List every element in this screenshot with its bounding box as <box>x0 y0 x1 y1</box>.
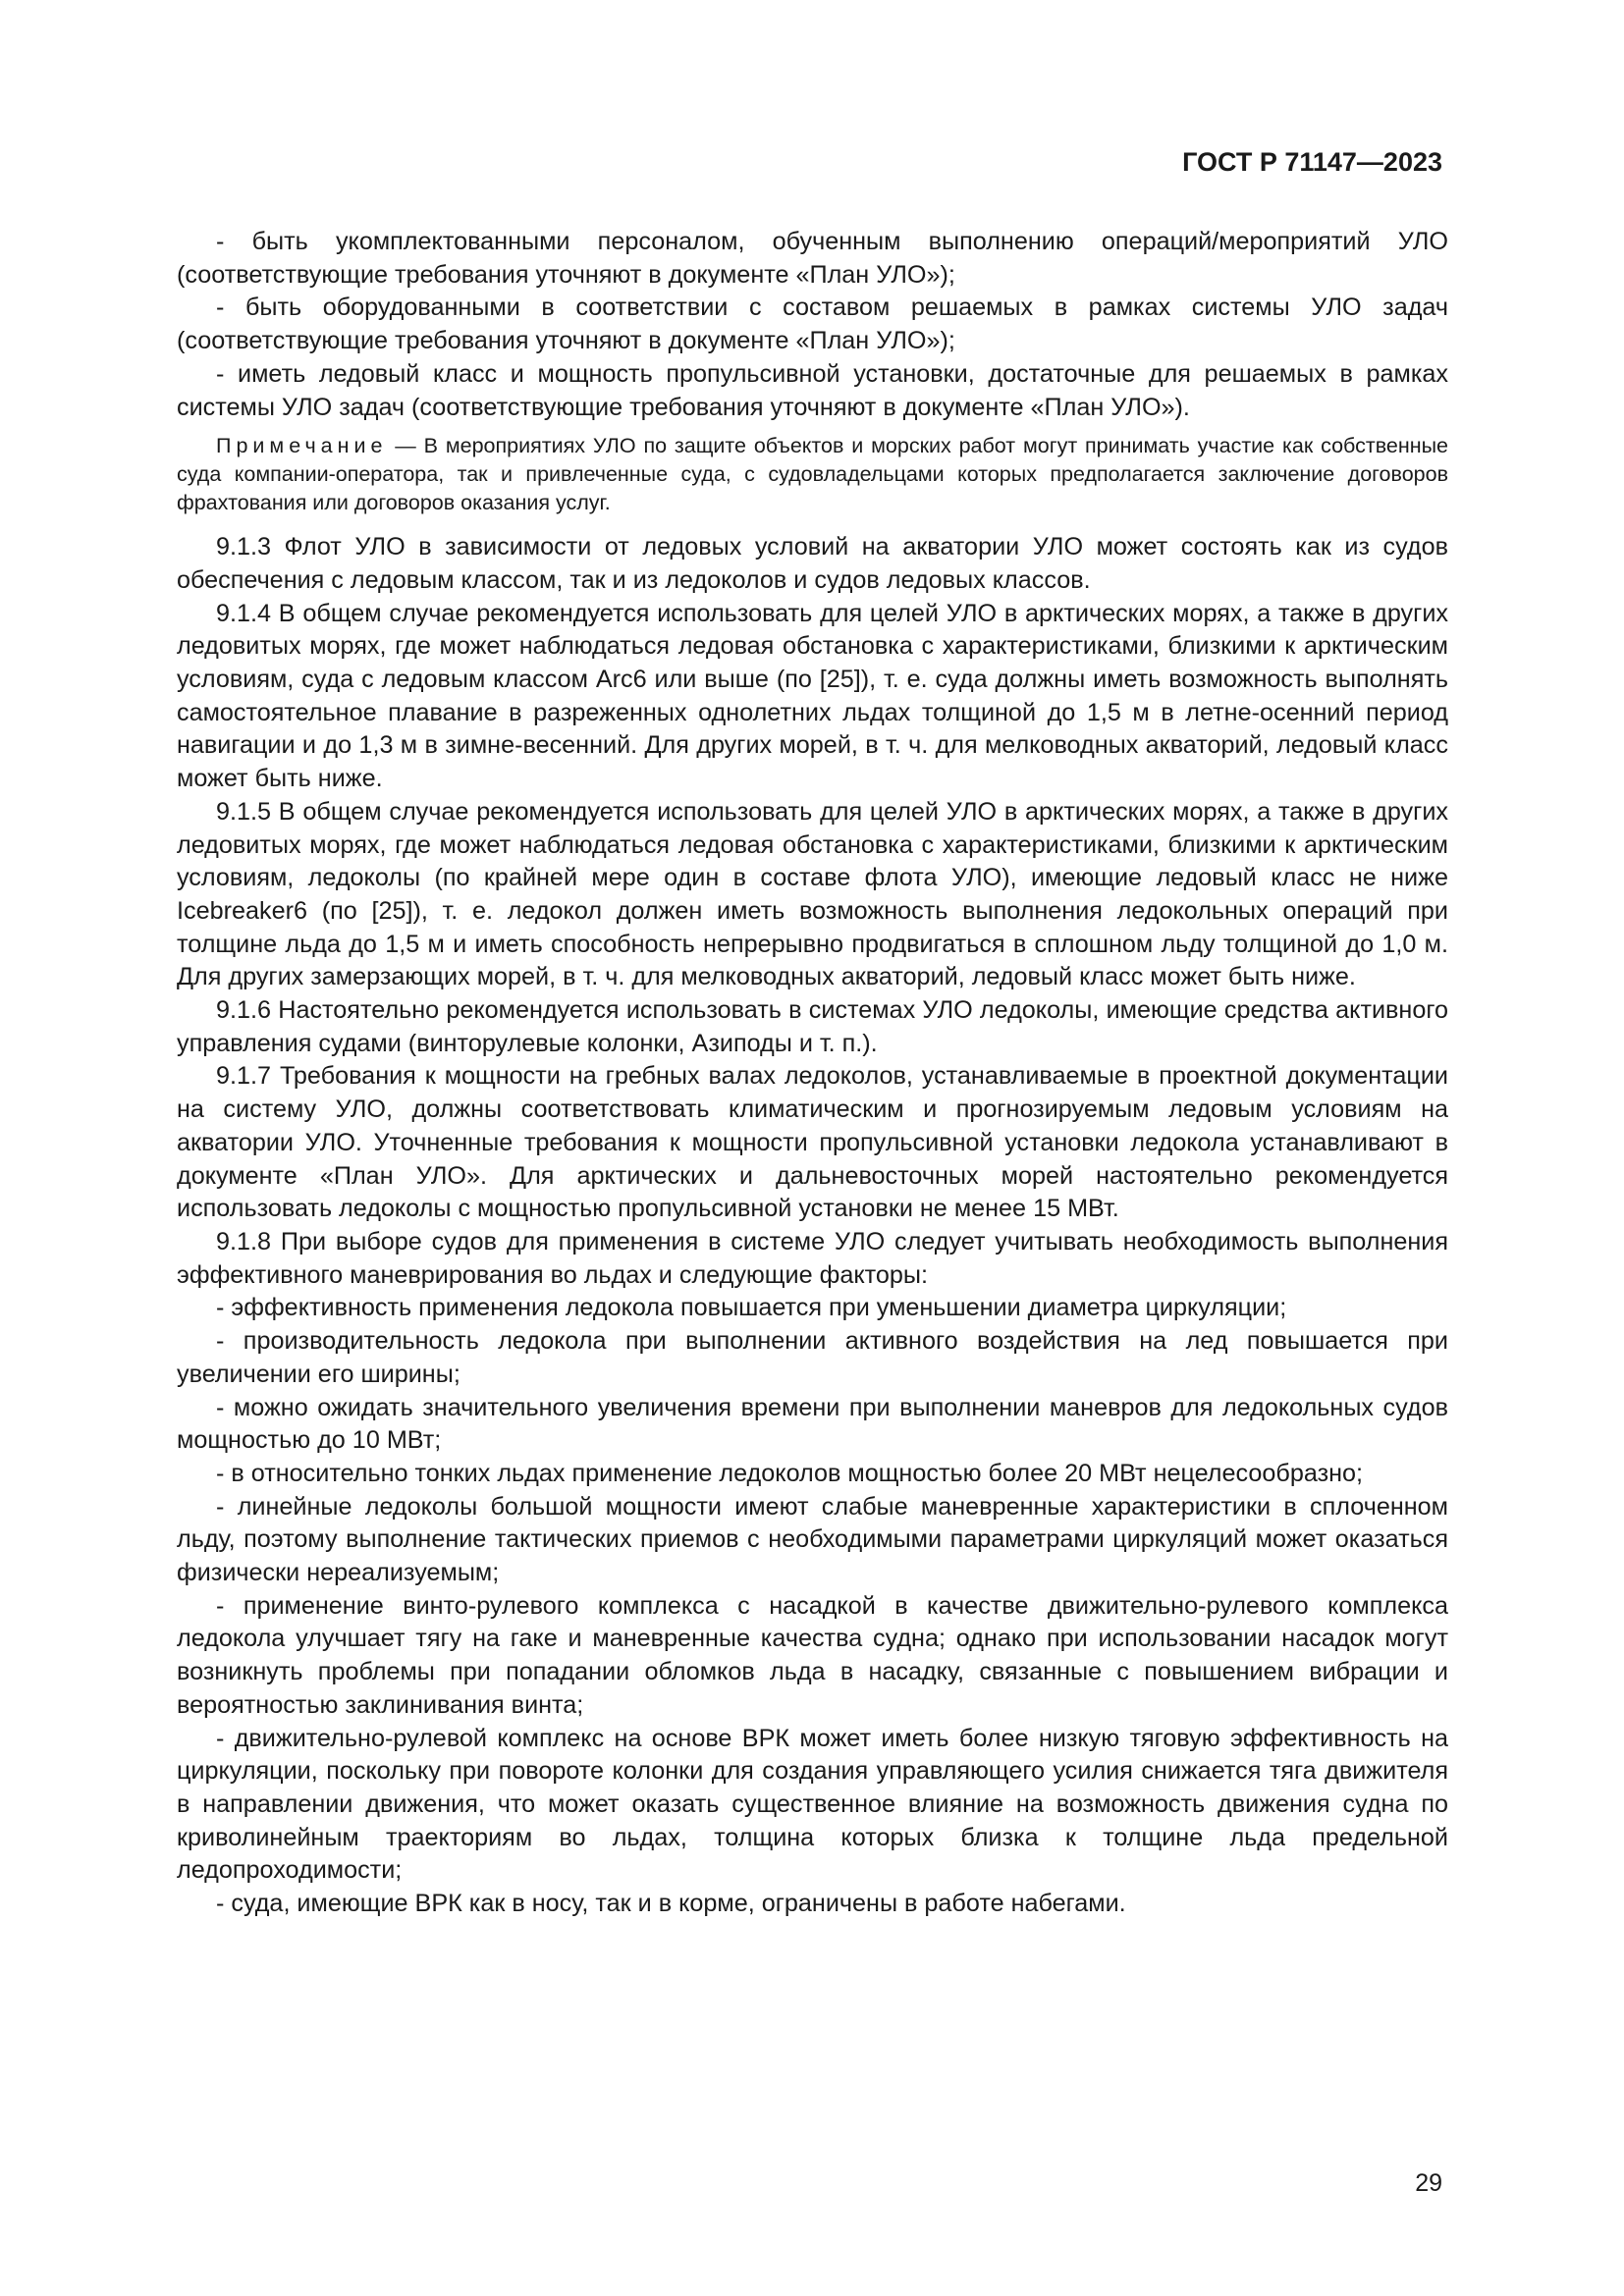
clause-9-1-7: 9.1.7 Требования к мощности на гребных валах ледоколов, устанавливаемые в проектной документации на систему УЛО, должны соответствовать климатическим и прогнозируемым ледовым условиям на акватории УЛО. Уточненные требования к мощности пропульсивной установки ледокола устанавливают в документе «План УЛО». Для арктических и дальневосточных морей настоятельно рекомендуется использовать ледоколы с мощностью пропульсивной установки не менее 15 МВт. <box>177 1062 1448 1223</box>
page-body <box>177 226 1448 1921</box>
bullet-item: - эффективность применения ледокола повышается при уменьшении диаметра циркуляции; <box>216 1294 1287 1322</box>
note-text: — В мероприятиях УЛО по защите объектов и морских работ могут принимать участие как собственные суда компании-оператора, так и привлеченные суда, с судовладельцами которых предполагается заключение договоров фрахтования или договоров оказания услуг. <box>177 434 1448 515</box>
bullet-item: - суда, имеющие ВРК как в носу, так и в корме, ограничены в работе набегами. <box>216 1890 1126 1918</box>
bullet-item: - быть оборудованными в соответствии с составом решаемых в рамках системы УЛО задач (соответствующие требования уточняют в документе «План УЛО»); <box>177 294 1448 355</box>
bullet-item: - можно ожидать значительного увеличения времени при выполнении маневров для ледокольных судов мощностью до 10 МВт; <box>177 1393 1448 1455</box>
bullet-item: - в относительно тонких льдах применение ледоколов мощностью более 20 МВт нецелесообразно; <box>216 1459 1364 1487</box>
bullet-item: - применение винто-рулевого комплекса с насадкой в качестве движительно-рулевого комплекса ледокола улучшает тягу на гаке и маневренные качества судна; однако при использовании насадок могут возникнуть проблемы при попадании обломков льда в насадку, связанные с повышением вибрации и вероятностью заклинивания винта; <box>177 1591 1448 1719</box>
clause-9-1-6: 9.1.6 Настоятельно рекомендуется использовать в системах УЛО ледоколы, имеющие средства активного управления судами (винторулевые колонки, Азиподы и т. п.). <box>177 996 1448 1057</box>
clause-9-1-5: 9.1.5 В общем случае рекомендуется использовать для целей УЛО в арктических морях, а также в других ледовитых морях, где может наблюдаться ледовая обстановка с характеристиками, близкими к арктическим условиям, ледоколы (по крайней мере один в составе флота УЛО), имеющие ледовый класс не ниже Icebreaker6 (по [25]), т. е. ледокол должен иметь возможность выполнения ледокольных операций при толщине льда до 1,5 м и иметь способность непрерывно продвигаться в сплошном льду толщиной до 1,0 м. Для других замерзающих морей, в т. ч. для мелководных акваторий, ледовый класс может быть ниже. <box>177 797 1448 991</box>
note-label: Примечание <box>216 434 388 458</box>
page-number: 29 <box>1415 2169 1442 2197</box>
clause-9-1-8: 9.1.8 При выборе судов для применения в системе УЛО следует учитывать необходимость выполнения эффективного маневрирования во льдах и следующие факторы: <box>177 1227 1448 1289</box>
bullet-item: - иметь ледовый класс и мощность пропульсивной установки, достаточные для решаемых в рамках системы УЛО задач (соответствующие требования уточняют в документе «План УЛО»). <box>177 359 1448 421</box>
clause-9-1-3: 9.1.3 Флот УЛО в зависимости от ледовых условий на акватории УЛО может состоять как из судов обеспечения с ледовым классом, так и из ледоколов и судов ледовых классов. <box>177 533 1448 594</box>
note-block <box>177 432 1448 517</box>
bullet-item: - движительно-рулевой комплекс на основе ВРК может иметь более низкую тяговую эффективность на циркуляции, поскольку при повороте колонки для создания управляющего усилия снижается тяга движителя в направлении движения, что может оказать существенное влияние на возможность движения судна по криволинейным траекториям во льдах, толщина которых близка к толщине льда предельной ледопроходимости; <box>177 1724 1448 1885</box>
bullet-item: - линейные ледоколы большой мощности имеют слабые маневренные характеристики в сплоченном льду, поэтому выполнение тактических приемов с необходимыми параметрами циркуляций может оказаться физически нереализуемым; <box>177 1492 1448 1587</box>
clause-9-1-4: 9.1.4 В общем случае рекомендуется использовать для целей УЛО в арктических морях, а также в других ледовитых морях, где может наблюдаться ледовая обстановка с характеристиками, близкими к арктическим условиям, суда с ледовым классом Arc6 или выше (по [25]), т. е. суда должны иметь возможность выполнять самостоятельное плавание в разреженных однолетних льдах толщиной до 1,5 м в летне-осенний период навигации и до 1,3 м в зимне-весенний. Для других морей, в т. ч. для мелководных акваторий, ледовый класс может быть ниже. <box>177 599 1448 793</box>
document-code-header: ГОСТ Р 71147—2023 <box>1182 147 1442 177</box>
bullet-item: - производительность ледокола при выполнении активного воздействия на лед повышается при увеличении его ширины; <box>177 1327 1448 1388</box>
bullet-item: - быть укомплектованными персоналом, обученным выполнению операций/мероприятий УЛО (соответствующие требования уточняют в документе «План УЛО»); <box>177 228 1448 289</box>
